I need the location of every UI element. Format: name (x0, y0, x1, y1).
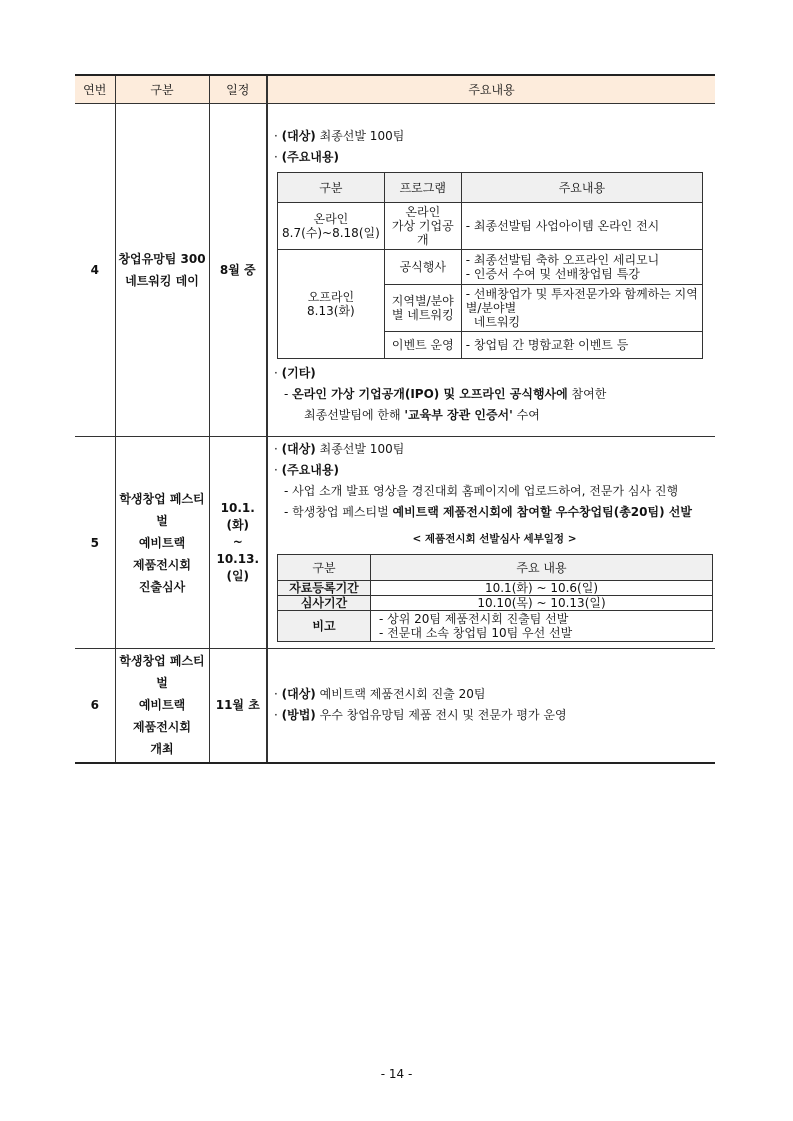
table-row (75, 104, 715, 437)
row-number: 6 (75, 649, 115, 763)
header-schedule: 일정 (209, 75, 267, 104)
row-number: 5 (75, 437, 115, 649)
row-category: 학생창업 페스티벌 예비트랙 제품전시회 진출심사 (115, 437, 209, 649)
screening-schedule-table: 구분 주요 내용 자료등록기간 10.1(화) ~ 10.6(일) 심사기간 10.10(목) ~ 10.13(일) 비고 - 상위 20팀 제품전시회 진출팀 선발 - 전문대 소속 창업팀 10팀 우선 선발 (277, 554, 713, 642)
row-schedule: 11월 초 (209, 649, 267, 763)
schedule-table (75, 74, 715, 764)
header-seq: 연번 (75, 75, 115, 104)
header-content: 주요내용 (267, 75, 715, 104)
table-row (75, 649, 715, 763)
row-schedule: 8월 중 (209, 104, 267, 437)
row-content: · (대상) 최종선발 100팀 · (주요내용) - 사업 소개 발표 영상을 경진대회 홈페이지에 업로드하여, 전문가 심사 진행 - 학생창업 페스티벌 예비트랙 제품전시회에 참여할 우수창업팀(총20팀) 선발 < 제품전시회 선발심사 세부일정 > 구분 주요 내용 자료등록기간 10.1(화) ~ 10.6(일) 심사기간 10.10(목) ~ 10.13(일) 비고 - 상위 20팀 제품전시회 진출팀 선발 - 전문대 소속 창업팀 10팀 우선 선발 (267, 437, 715, 649)
program-table: 구분 프로그램 주요내용 온라인 8.7(수)~8.18(일) 온라인 가상 기업공개 - 최종선발팀 사업아이템 온라인 전시 오프라인 8.13(화) 공식행사 - 최종선발팀 축하 오프라인 세리모니 - 인증서 수여 및 선배창업팀 특강 지역별/분야 별 네트워킹 - 선배창업가 및 투자전문가와 함께하는 지역별/분야별 네트워킹 이벤트 운영 - 창업팀 간 명함교환 이벤트 등 (277, 172, 703, 359)
row-category: 학생창업 페스티벌 예비트랙 제품전시회 개최 (115, 649, 209, 763)
row-category: 창업유망팀 300 네트워킹 데이 (115, 104, 209, 437)
page-number: - 14 - (380, 1067, 413, 1081)
row-content: · (대상) 최종선발 100팀 · (주요내용) 구분 프로그램 주요내용 온라인 8.7(수)~8.18(일) 온라인 가상 기업공개 - 최종선발팀 사업아이템 온라인 전시 오프라인 8.13(화) 공식행사 - 최종선발팀 축하 오프라인 세리모니 - 인증서 수여 및 선배창업팀 특강 지역별/분야 별 네트워킹 - 선배창업가 및 투자전문가와 함께하는 지역별/분야별 네트워킹 이벤트 운영 - 창업팀 간 명함교환 이벤트 등 · (기타) - 온라인 가상 기업공개(IPO) 및 오프라인 공식행사에 참여한 최종선발팀에 한해 '교육부 장관 인증서' 수여 (267, 104, 715, 437)
header-row (75, 75, 715, 104)
row-schedule: 10.1.(화) ~ 10.13.(일) (209, 437, 267, 649)
header-category: 구분 (115, 75, 209, 104)
row-content: · (대상) 예비트랙 제품전시회 진출 20팀 · (방법) 우수 창업유망팀 제품 전시 및 전문가 평가 운영 (267, 649, 715, 763)
schedule-subtitle: < 제품전시회 선발심사 세부일정 > (412, 533, 577, 545)
table-row (75, 437, 715, 649)
row-number: 4 (75, 104, 115, 437)
